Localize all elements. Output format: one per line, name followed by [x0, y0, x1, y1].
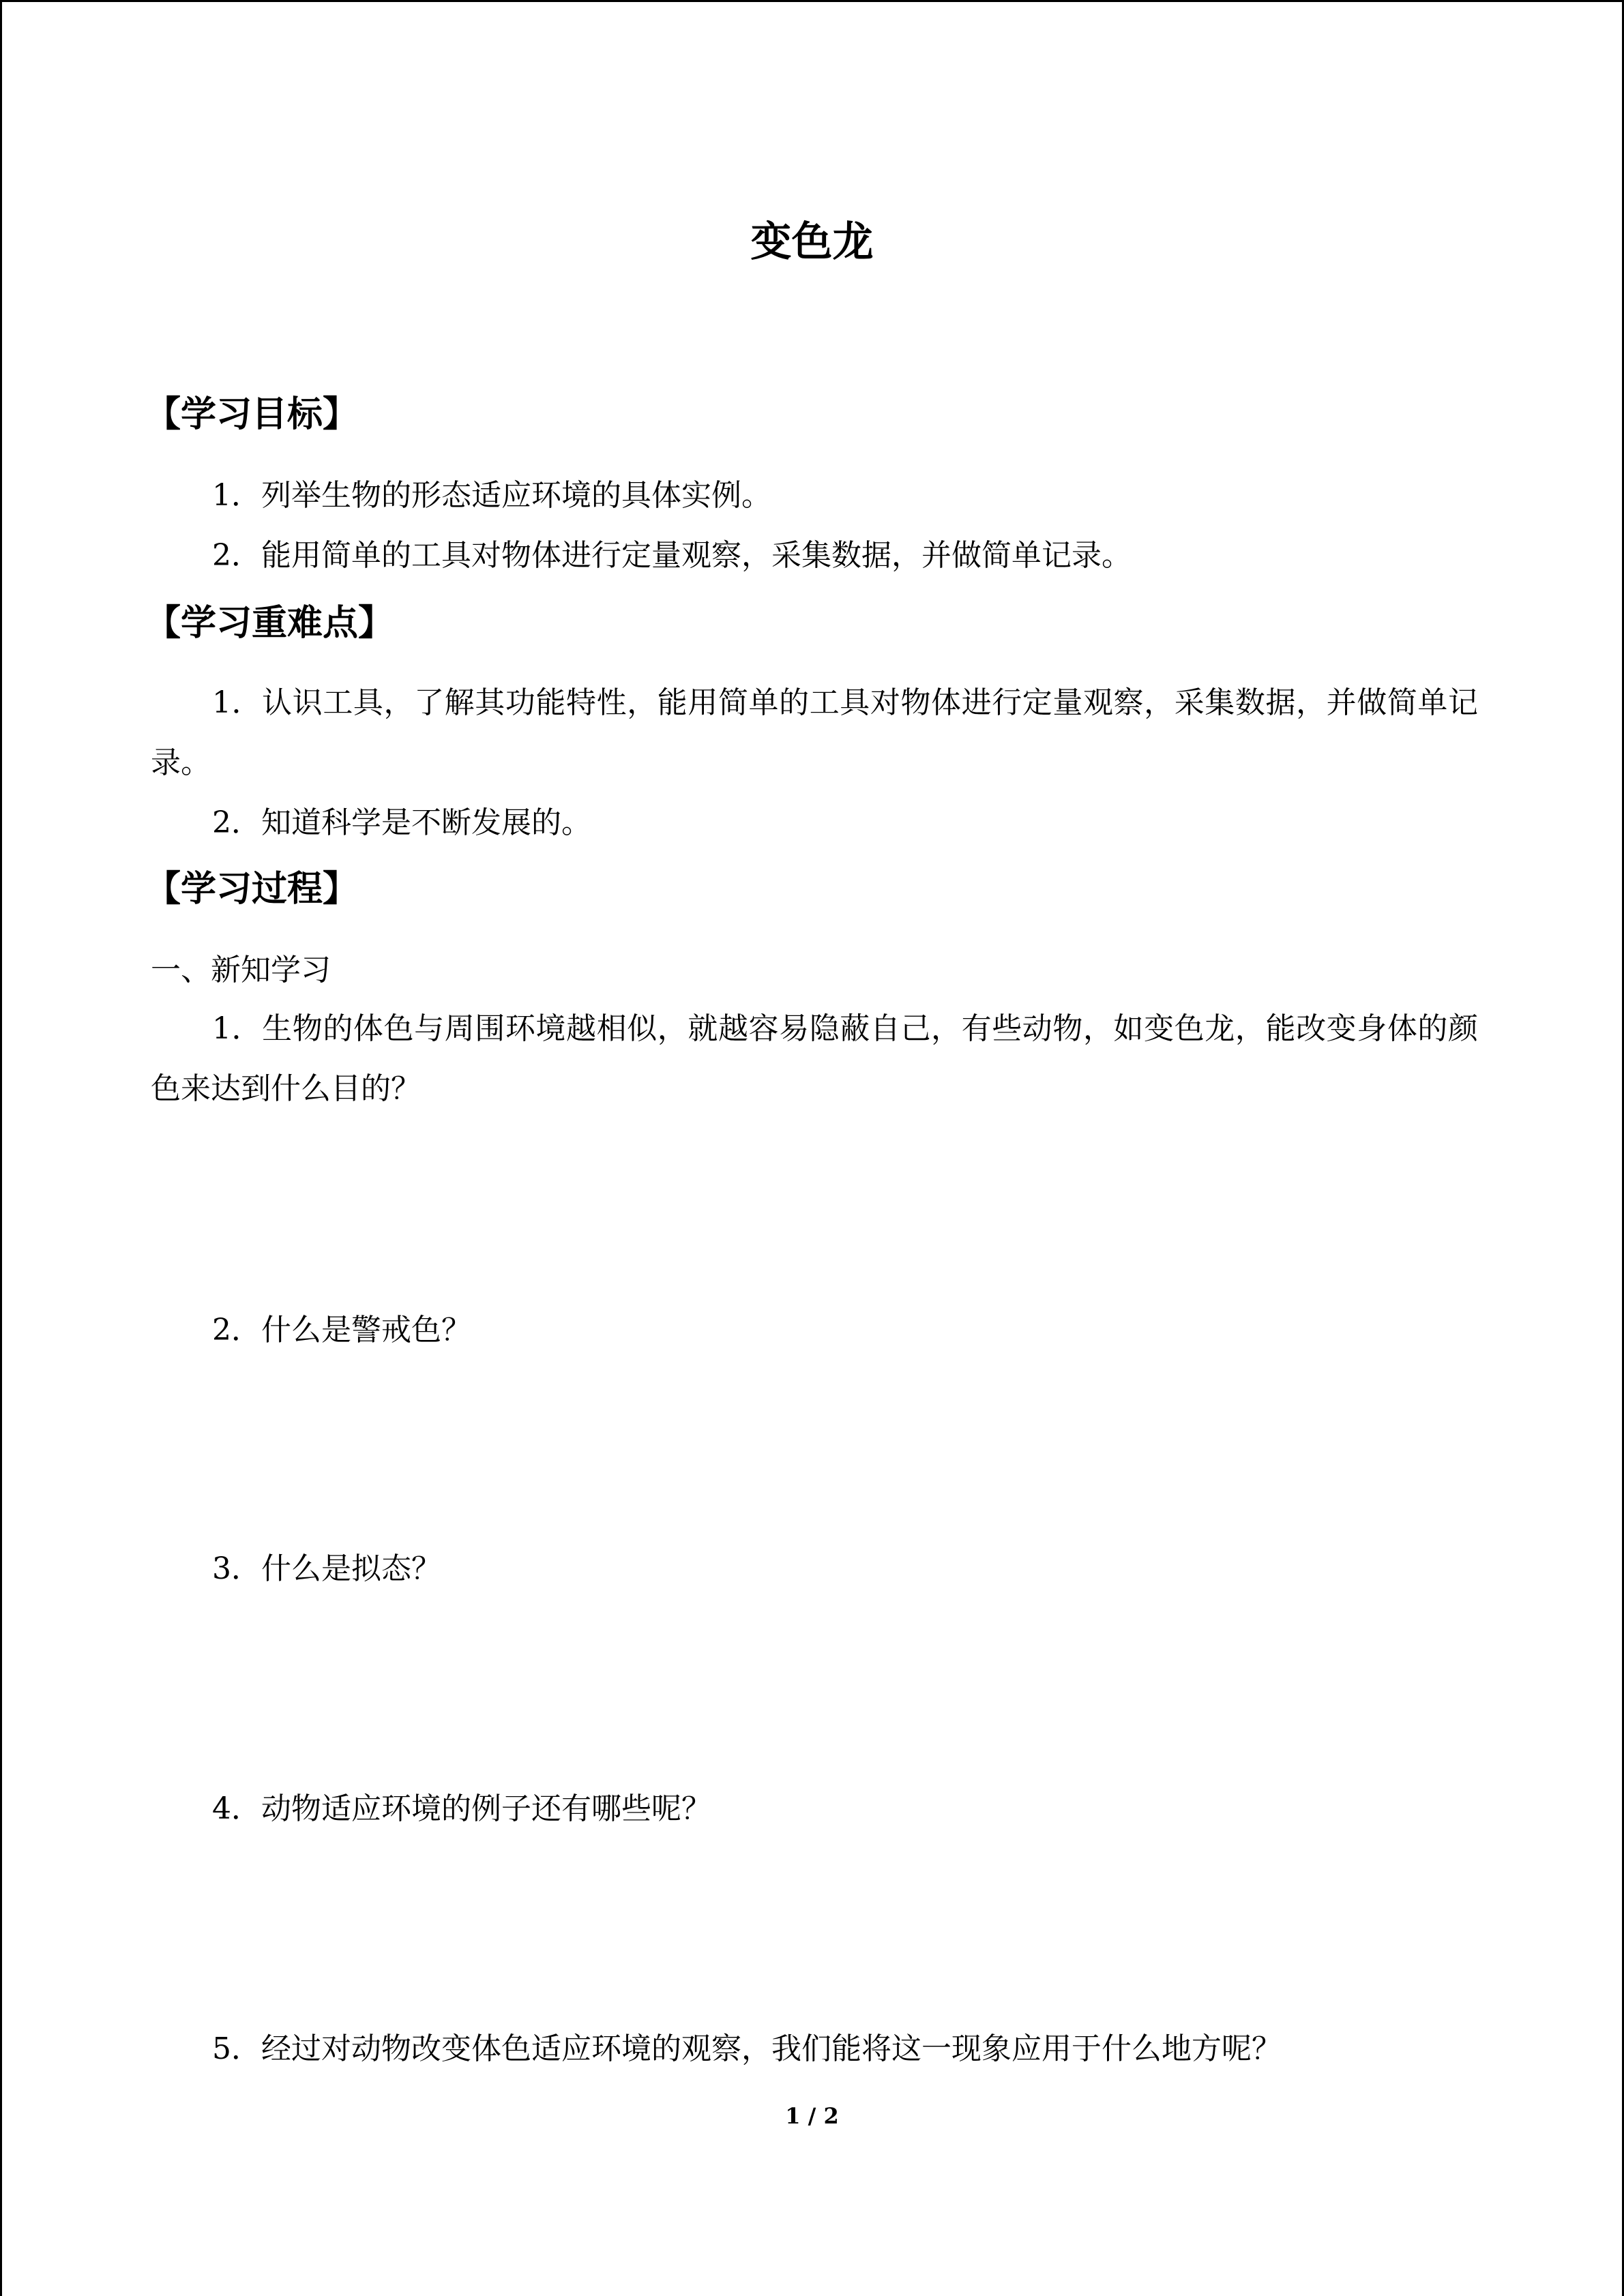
heading-key-points: 【学习重难点】	[145, 602, 394, 644]
key-point-item: 2．知道科学是不断发展的。	[212, 805, 591, 840]
question-item: 1．生物的体色与周围环境越相似，就越容易隐蔽自己，有些动物，如变色龙，能改变身体的颜色来达到什么目的？	[151, 1011, 1478, 1106]
objective-item: 2．能用简单的工具对物体进行定量观察，采集数据，并做简单记录。	[212, 538, 1132, 573]
objective-item: 1．列举生物的形态适应环境的具体实例。	[212, 478, 771, 513]
page-title: 变色龙	[750, 218, 874, 266]
key-point-item: 1．认识工具，了解其功能特性，能用简单的工具对物体进行定量观察，采集数据，并做简单记录。	[151, 685, 1478, 780]
heading-process: 【学习过程】	[145, 868, 359, 910]
subheading-new-knowledge: 一、新知学习	[151, 953, 331, 987]
heading-objectives: 【学习目标】	[145, 393, 359, 435]
question-item: 2．什么是警戒色？	[212, 1313, 471, 1347]
question-item: 3．什么是拟态？	[212, 1551, 441, 1586]
question-item: 5．经过对动物改变体色适应环境的观察，我们能将这一现象应用于什么地方呢？	[212, 2031, 1282, 2066]
page-number: 1 / 2	[785, 2103, 839, 2129]
question-item: 4．动物适应环境的例子还有哪些呢？	[212, 1791, 711, 1826]
